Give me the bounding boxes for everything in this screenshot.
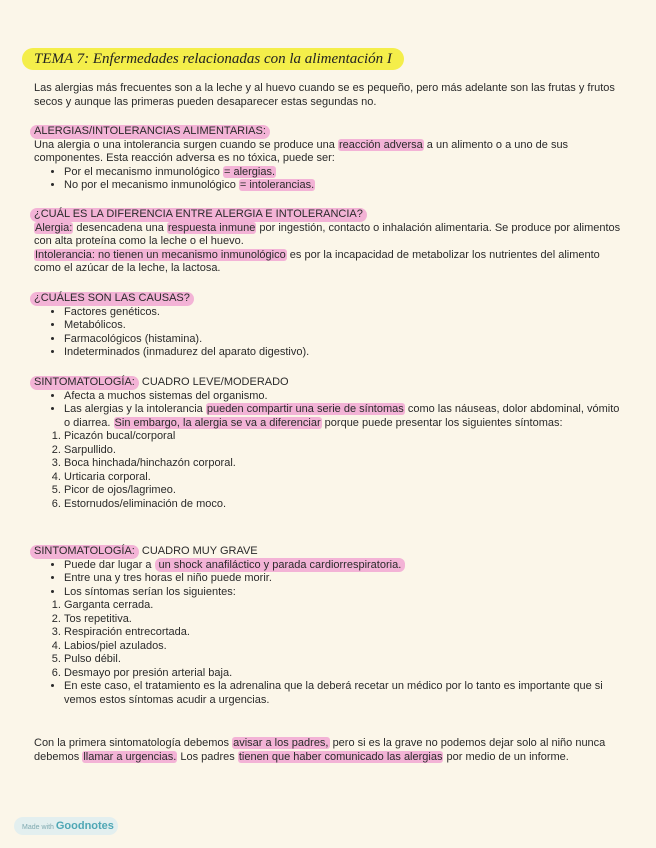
list-item: • Por el mecanismo inmunológico = alergias.	[64, 166, 624, 180]
intro-paragraph	[34, 82, 624, 109]
list-item: 2. Tos repetitiva.	[64, 613, 624, 627]
page-title: TEMA 7: Enfermedades relacionadas con la alimentación I	[22, 48, 404, 70]
section-causas	[34, 292, 624, 360]
list-item: 5. Picor de ojos/lagrimeo.	[64, 484, 624, 498]
list-item: • Las alergias y la intolerancia pueden compartir una serie de síntomas como las náuseas, dolor abdominal, vómito o diarrea. Sin embargo, la alergia se va a diferenciar porque puede presentar los siguientes síntomas:	[64, 403, 624, 430]
section-heading: ¿CUÁLES SON LAS CAUSAS?	[30, 292, 194, 306]
list-item: 1. Garganta cerrada.	[64, 599, 624, 613]
numbered-list	[34, 430, 624, 511]
list-item: 2. Sarpullido.	[64, 444, 624, 458]
bullet-list	[34, 306, 624, 360]
list-item: • Entre una y tres horas el niño puede morir.	[64, 572, 624, 586]
section-grave	[34, 545, 624, 707]
bullet-list	[34, 680, 624, 707]
list-item: 3. Boca hinchada/hinchazón corporal.	[64, 457, 624, 471]
list-item: • Indeterminados (inmadurez del aparato digestivo).	[64, 346, 624, 360]
goodnotes-logo: Goodnotes	[55, 820, 114, 832]
section-leve	[34, 376, 624, 511]
list-item: 3. Respiración entrecortada.	[64, 626, 624, 640]
section-heading: ¿CUÁL ES LA DIFERENCIA ENTRE ALERGIA E INTOLERANCIA?	[30, 208, 367, 222]
goodnotes-badge: Made with Goodnotes	[14, 817, 118, 835]
section-heading: SINTOMATOLOGÍA: CUADRO MUY GRAVE	[34, 545, 624, 559]
list-item: 6. Desmayo por presión arterial baja.	[64, 667, 624, 681]
section-heading: SINTOMATOLOGÍA: CUADRO LEVE/MODERADO	[34, 376, 624, 390]
paragraph: Una alergia o una intolerancia surgen cuando se produce una reacción adversa a un alimento o a uno de sus componentes. Esta reacción adversa es no tóxica, puede ser:	[34, 138, 569, 164]
section-heading: ALERGIAS/INTOLERANCIAS ALIMENTARIAS:	[30, 125, 270, 139]
list-item: 5. Pulso débil.	[64, 653, 624, 667]
paragraph-alergia: Alergia: desencadena una respuesta inmune por ingestión, contacto o inhalación alimentaria. Se produce por alimentos con alta proteína como la leche o el huevo.	[34, 221, 621, 247]
bullet-list	[34, 390, 624, 431]
list-item: • Factores genéticos.	[64, 306, 624, 320]
list-item: • Afecta a muchos sistemas del organismo.	[64, 390, 624, 404]
section-alergias	[34, 125, 624, 193]
bullet-list	[34, 166, 624, 193]
list-item: • Metabólicos.	[64, 319, 624, 333]
closing-paragraph: Con la primera sintomatología debemos avisar a los padres, pero si es la grave no podemos dejar solo al niño nunca debemos llamar a urgencias. Los padres tienen que haber comunicado las alergias por medio de un informe.	[34, 737, 606, 763]
list-item: • Los síntomas serían los siguientes:	[64, 586, 624, 600]
paragraph-intolerancia: Intolerancia: no tienen un mecanismo inmunológico es por la incapacidad de metabolizar los nutrientes del alimento como el azúcar de la leche, la lactosa.	[34, 248, 600, 274]
bullet-list	[34, 559, 624, 600]
section-diferencia	[34, 208, 624, 276]
list-item: 6. Estornudos/eliminación de moco.	[64, 498, 624, 512]
list-item: 4. Labios/piel azulados.	[64, 640, 624, 654]
list-item: • Farmacológicos (histamina).	[64, 333, 624, 347]
list-item: • Puede dar lugar a un shock anafiláctico y parada cardiorrespiratoria.	[64, 559, 624, 573]
list-item: 1. Picazón bucal/corporal	[64, 430, 624, 444]
list-item: 4. Urticaria corporal.	[64, 471, 624, 485]
numbered-list	[34, 599, 624, 680]
list-item: • No por el mecanismo inmunológico = intolerancias.	[64, 179, 624, 193]
list-item: • En este caso, el tratamiento es la adrenalina que la deberá recetar un médico por lo tanto es importante que si vemos estos síntomas acudir a urgencias.	[64, 680, 624, 707]
intro-text: Las alergias más frecuentes son a la leche y al huevo cuando se es pequeño, pero más adelante son las frutas y frutos secos y aunque las primeras pueden desaparecer estas segundas no.	[34, 82, 615, 108]
